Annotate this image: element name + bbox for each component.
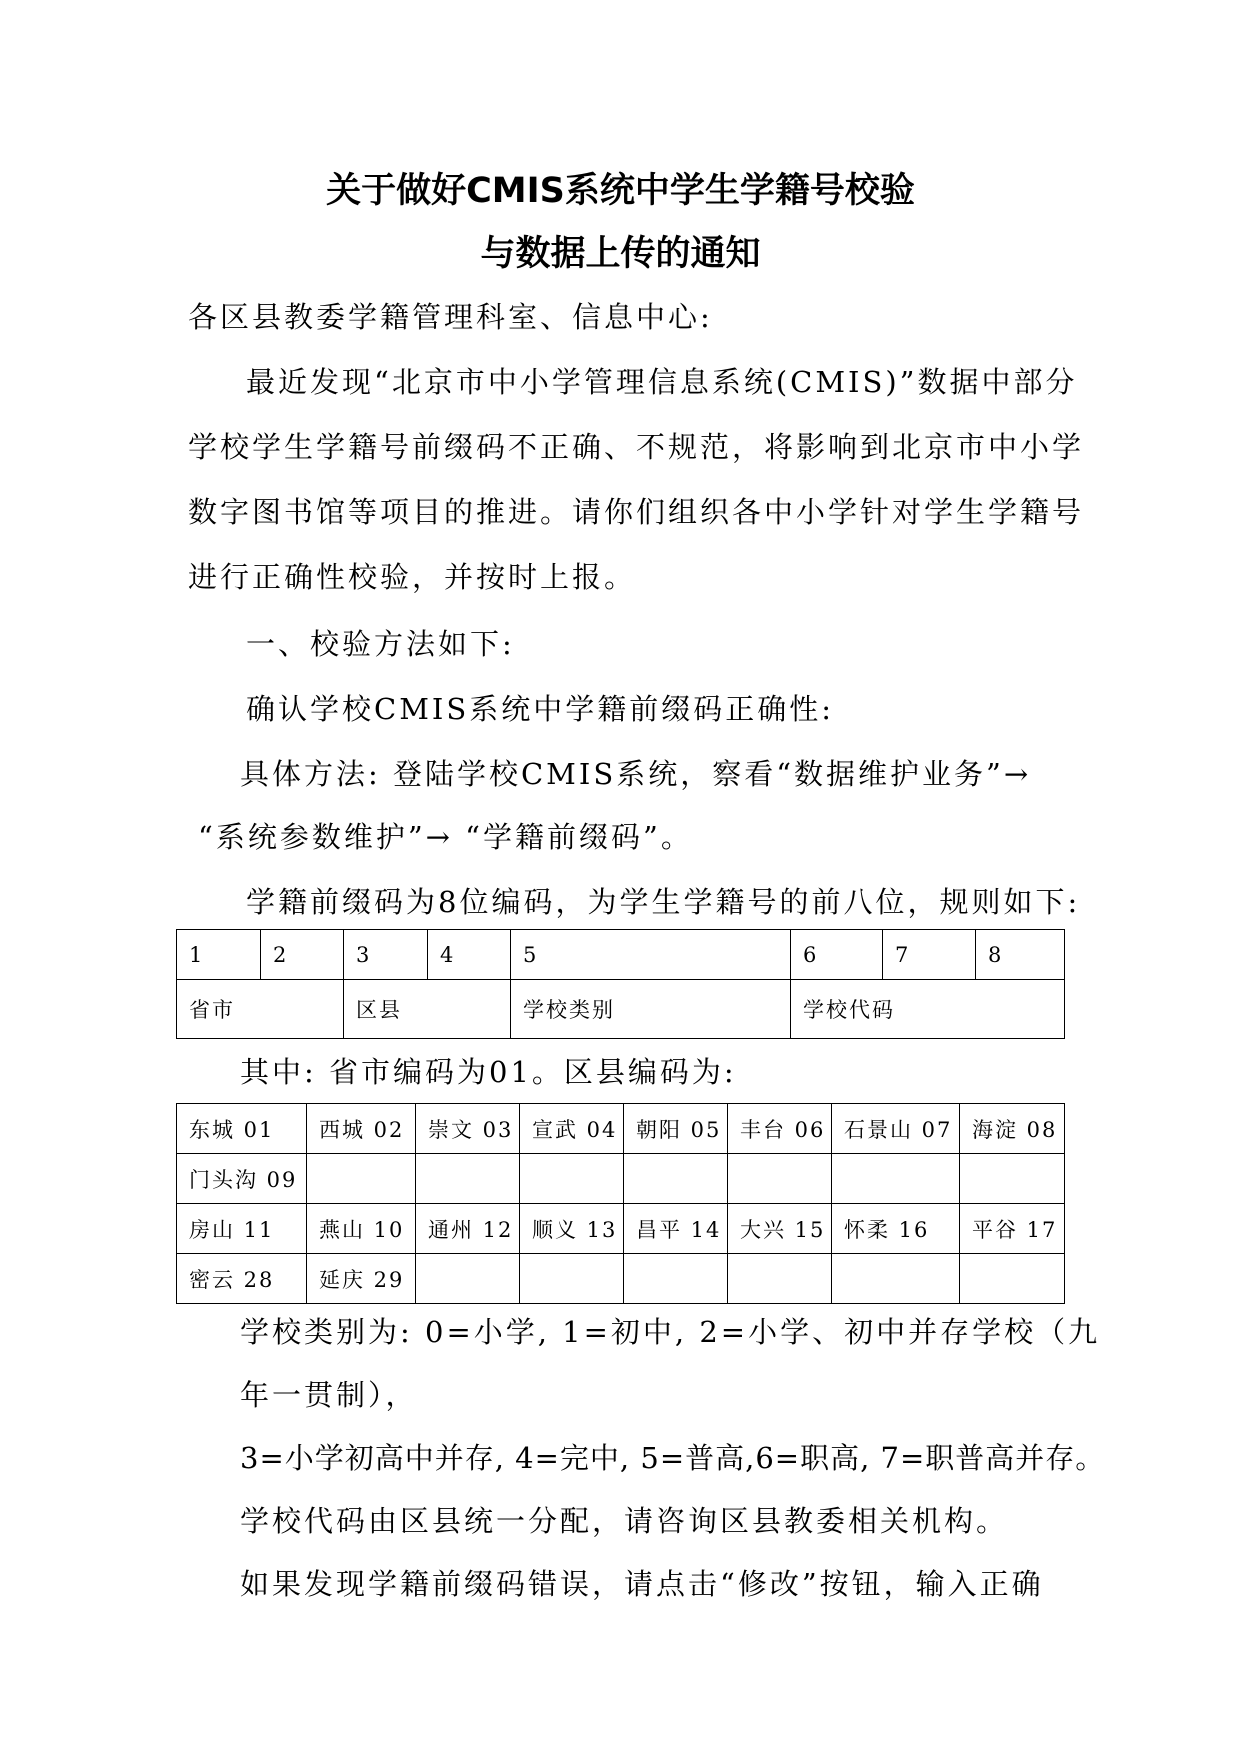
district-cell	[307, 1154, 416, 1204]
intro-paragraph-line: 进行正确性校验，并按时上报。	[188, 560, 637, 594]
salutation: 各区县教委学籍管理科室、信息中心:	[188, 300, 713, 334]
district-cell: 燕山 10	[307, 1204, 416, 1254]
district-cell: 东城 01	[177, 1104, 307, 1154]
section-heading: 一、校验方法如下:	[246, 627, 515, 661]
district-code-table	[176, 1103, 1065, 1304]
district-cell: 房山 11	[177, 1204, 307, 1254]
position-cell: 2	[261, 930, 344, 980]
district-cell	[728, 1254, 832, 1304]
district-cell	[520, 1254, 624, 1304]
position-cell: 4	[428, 930, 511, 980]
district-cell: 密云 28	[177, 1254, 307, 1304]
position-cell: 5	[511, 930, 791, 980]
district-cell: 怀柔 16	[832, 1204, 960, 1254]
district-cell	[960, 1254, 1065, 1304]
district-cell	[520, 1154, 624, 1204]
district-cell: 通州 12	[416, 1204, 520, 1254]
district-cell: 顺义 13	[520, 1204, 624, 1254]
school-code-line: 学校代码由区县统一分配，请咨询区县教委相关机构。	[240, 1504, 1009, 1538]
district-cell	[624, 1154, 728, 1204]
category-line: 年一贯制），	[240, 1378, 418, 1412]
doc-title-line1: 关于做好CMIS系统中学生学籍号校验	[326, 171, 915, 211]
district-cell: 石景山 07	[832, 1104, 960, 1154]
district-cell	[832, 1254, 960, 1304]
position-cell: 3	[344, 930, 428, 980]
district-cell	[960, 1154, 1065, 1204]
position-cell: 8	[976, 930, 1065, 980]
district-cell	[728, 1154, 832, 1204]
method-line: 具体方法: 登陆学校CMIS系统，察看“数据维护业务”→	[240, 757, 1032, 791]
district-cell: 朝阳 05	[624, 1104, 728, 1154]
error-instruction-line: 如果发现学籍前缀码错误，请点击“修改”按钮，输入正确	[240, 1567, 1044, 1601]
district-intro: 其中: 省市编码为01。区县编码为:	[240, 1055, 737, 1089]
prefix-rule-table	[176, 929, 1065, 1039]
group-cell: 学校代码	[791, 980, 1065, 1039]
district-cell: 延庆 29	[307, 1254, 416, 1304]
intro-paragraph-line: 数字图书馆等项目的推进。请你们组织各中小学针对学生学籍号	[188, 495, 1085, 529]
district-cell: 西城 02	[307, 1104, 416, 1154]
group-cell: 学校类别	[511, 980, 791, 1039]
district-cell: 门头沟 09	[177, 1154, 307, 1204]
category-line: 学校类别为: 0=小学, 1=初中, 2=小学、初中并存学校（九	[240, 1315, 1101, 1349]
position-cell: 1	[177, 930, 261, 980]
category-line: 3=小学初高中并存, 4=完中, 5=普高,6=职高, 7=职普高并存。	[240, 1441, 1106, 1475]
district-cell: 崇文 03	[416, 1104, 520, 1154]
district-cell: 昌平 14	[624, 1204, 728, 1254]
district-cell	[416, 1154, 520, 1204]
district-cell	[416, 1254, 520, 1304]
position-cell: 6	[791, 930, 883, 980]
prefix-description: 学籍前缀码为8位编码，为学生学籍号的前八位，规则如下:	[246, 885, 1081, 919]
district-cell: 海淀 08	[960, 1104, 1065, 1154]
confirm-line: 确认学校CMIS系统中学籍前缀码正确性:	[246, 692, 834, 726]
district-cell	[832, 1154, 960, 1204]
district-cell: 丰台 06	[728, 1104, 832, 1154]
intro-paragraph-line: 最近发现“北京市中小学管理信息系统(CMIS)”数据中部分	[246, 365, 1078, 399]
position-cell: 7	[883, 930, 976, 980]
method-line: “系统参数维护”→ “学籍前缀码”。	[198, 820, 693, 854]
district-cell: 平谷 17	[960, 1204, 1065, 1254]
intro-paragraph-line: 学校学生学籍号前缀码不正确、不规范，将影响到北京市中小学	[188, 430, 1085, 464]
district-cell	[624, 1254, 728, 1304]
district-cell: 宣武 04	[520, 1104, 624, 1154]
doc-title-line2: 与数据上传的通知	[480, 234, 761, 274]
group-cell: 省市	[177, 980, 344, 1039]
district-cell: 大兴 15	[728, 1204, 832, 1254]
group-cell: 区县	[344, 980, 511, 1039]
